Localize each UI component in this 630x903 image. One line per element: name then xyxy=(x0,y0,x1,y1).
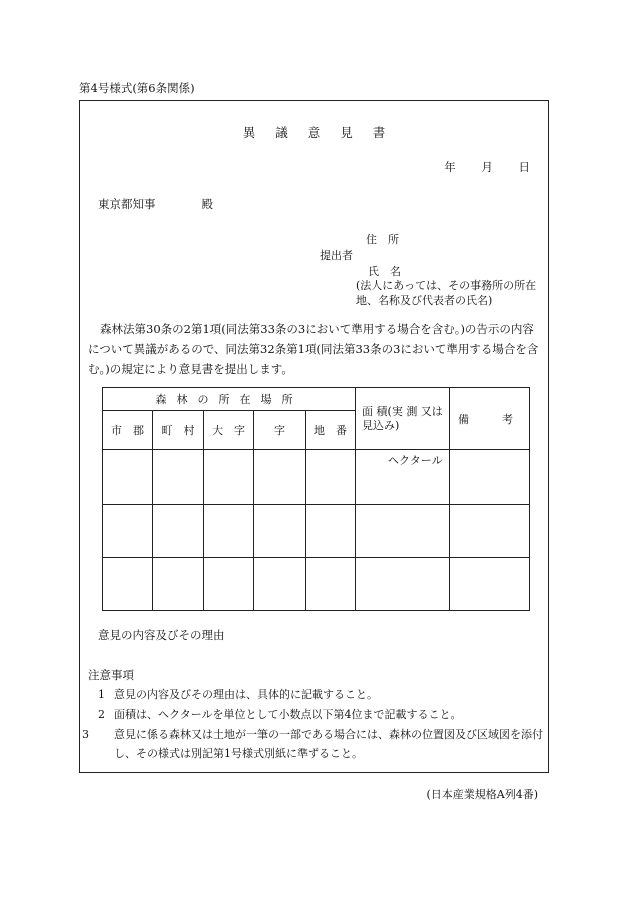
note-number: 1 xyxy=(98,688,105,701)
month-label: 月 xyxy=(481,160,493,174)
town-village-header: 町 村 xyxy=(153,411,204,450)
note-item xyxy=(98,705,546,724)
form-title: 異議意見書 xyxy=(242,125,406,140)
table-row xyxy=(103,558,530,611)
table-cell[interactable] xyxy=(254,505,306,558)
table-cell[interactable] xyxy=(103,450,153,505)
area-unit-cell[interactable]: ヘクタール xyxy=(356,450,450,505)
opinion-label: 意見の内容及びその理由 xyxy=(98,628,225,642)
table-cell[interactable] xyxy=(153,558,204,611)
note-text: 意見に係る森林又は土地が一筆の一部である場合には、森林の位置図及び区域図を添付し、その様式は別記第1号様式別紙に準ずること。 xyxy=(114,728,543,760)
address-label: 住 所 xyxy=(366,233,399,246)
table-cell[interactable] xyxy=(450,505,530,558)
table-cell[interactable] xyxy=(204,505,254,558)
table-cell[interactable] xyxy=(204,558,254,611)
table-cell[interactable] xyxy=(254,450,306,505)
year-label: 年 xyxy=(444,160,456,174)
addressee-honorific: 殿 xyxy=(201,197,213,211)
paper-standard-note: (日本産業規格A列4番) xyxy=(426,788,538,801)
table-cell[interactable] xyxy=(450,558,530,611)
aza-header: 字 xyxy=(254,411,306,450)
area-header: 面 積(実 測 又は見込み) xyxy=(356,388,450,450)
lot-number-header: 地 番 xyxy=(306,411,356,450)
table-cell[interactable] xyxy=(356,505,450,558)
addressee-name: 東京都知事 xyxy=(98,197,156,211)
name-label: 氏 名 xyxy=(368,265,401,278)
date-line xyxy=(422,159,530,175)
remarks-header: 備 考 xyxy=(450,388,530,450)
declaration-text: 森林法第30条の2第1項(同法第33条の3において準用する場合を含む。)の告示の内容について異議があるので、同法第32条第1項(同法第33条の3において準用する場合を含む。)の規定により意見書を提出します。 xyxy=(88,322,539,376)
table-cell[interactable] xyxy=(153,450,204,505)
note-number: 3 xyxy=(82,728,89,741)
submitter-label: 提出者 xyxy=(320,249,353,262)
table-cell[interactable] xyxy=(306,450,356,505)
table-cell[interactable] xyxy=(254,558,306,611)
corporation-note: (法人にあっては、その事務所の所在地、名称及び代表者の氏名) xyxy=(356,279,537,307)
day-label: 日 xyxy=(518,160,530,174)
form-frame xyxy=(79,100,549,773)
table-row xyxy=(103,505,530,558)
forest-location-table xyxy=(102,387,530,611)
note-item xyxy=(98,685,546,704)
form-number-label: 第4号様式(第6条関係) xyxy=(79,81,195,95)
table-cell[interactable] xyxy=(204,450,254,505)
note-item xyxy=(82,725,546,763)
oaza-header: 大 字 xyxy=(204,411,254,450)
table-cell[interactable] xyxy=(356,558,450,611)
addressee xyxy=(98,196,213,212)
table-cell[interactable] xyxy=(306,558,356,611)
forest-location-header: 森林の所在場所 xyxy=(103,388,356,411)
table-cell[interactable] xyxy=(450,450,530,505)
note-text: 面積は、ヘクタールを単位として小数点以下第4位まで記載すること。 xyxy=(114,708,462,721)
notes-title: 注意事項 xyxy=(88,668,134,682)
note-text: 意見の内容及びその理由は、具体的に記載すること。 xyxy=(114,688,378,701)
table-cell[interactable] xyxy=(103,558,153,611)
table-cell[interactable] xyxy=(103,505,153,558)
table-row xyxy=(103,450,530,505)
table-cell[interactable] xyxy=(153,505,204,558)
table-cell[interactable] xyxy=(306,505,356,558)
city-county-header: 市 郡 xyxy=(103,411,153,450)
note-number: 2 xyxy=(98,708,105,721)
